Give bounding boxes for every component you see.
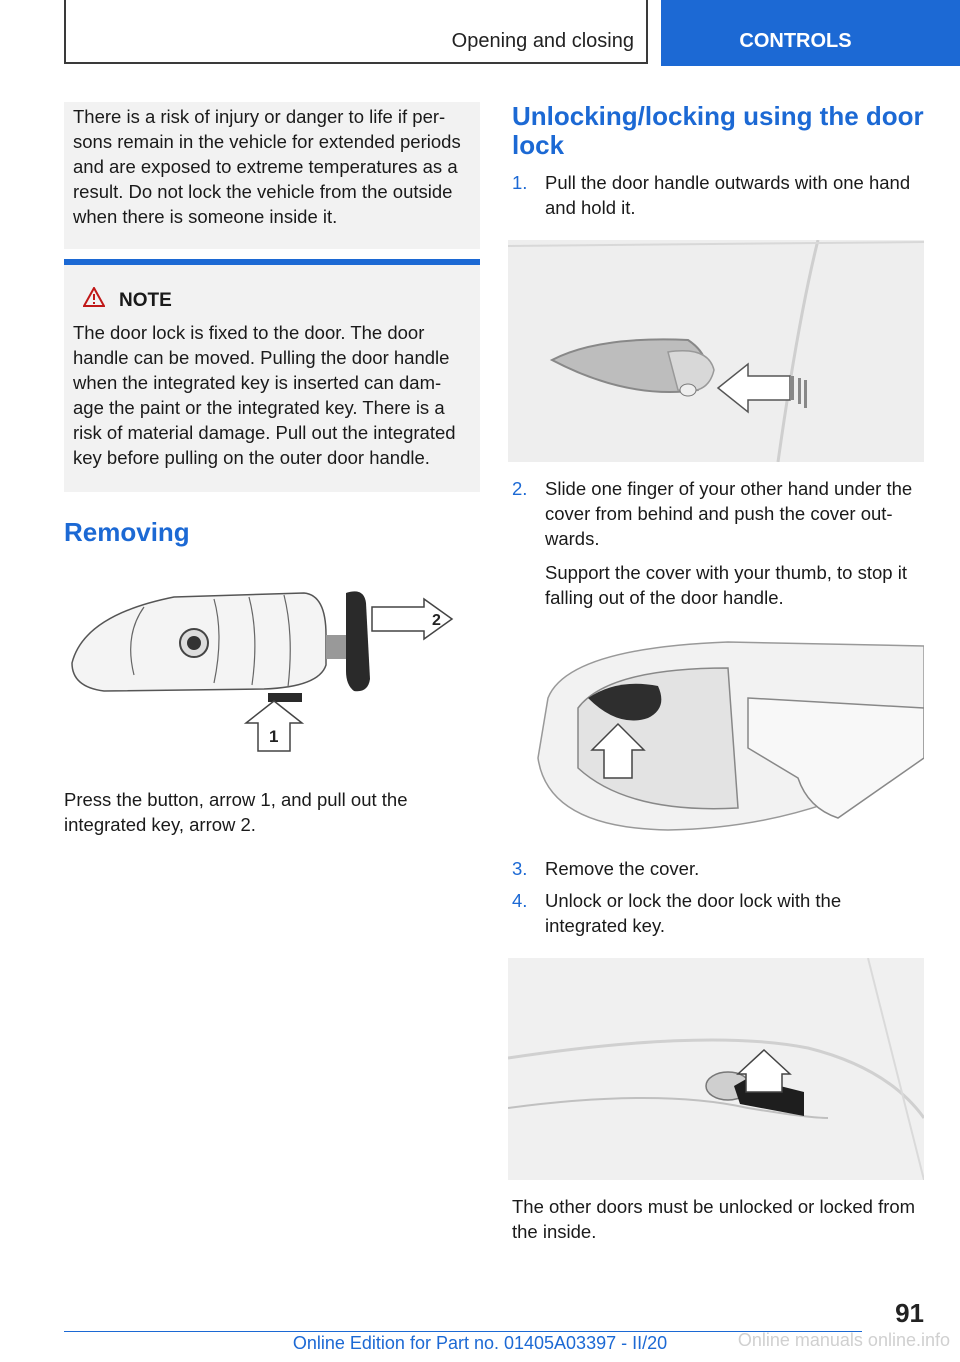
step-number: 4.: [512, 890, 528, 911]
list-item: [508, 856, 924, 881]
warning-box: [64, 102, 480, 249]
list-item: [508, 476, 924, 551]
warning-triangle-icon: [83, 287, 105, 314]
arrow-2-label: 2: [432, 612, 441, 629]
list-item: [508, 888, 924, 938]
cover-removal-illustration: [508, 638, 924, 832]
watermark: Online manuals online.info: [737, 1330, 950, 1350]
step-text: Remove the cover.: [545, 858, 700, 879]
step-number: 1.: [512, 172, 528, 193]
step-number: 2.: [512, 478, 528, 499]
closing-text: The other doors must be unlocked or locked from the inside.: [512, 1196, 916, 1242]
edition-footer: Online Edition for Part no. 01405A03397 - II/20: [292, 1333, 668, 1353]
arrow-1-label: 1: [269, 727, 279, 746]
step-text: Support the cover with your thumb, to stop it falling out of the door handle.: [545, 562, 907, 608]
steps-part2: [508, 476, 924, 610]
removing-heading: Removing: [64, 517, 190, 547]
chapter-tab[interactable]: [661, 0, 960, 66]
list-item: [508, 560, 924, 610]
key-removal-illustration: [64, 575, 480, 765]
key-in-lock-illustration: [508, 958, 924, 1180]
step-text: Pull the door handle outwards with one hand and hold it.: [545, 172, 911, 218]
left-column: [64, 102, 480, 837]
step-number: 3.: [512, 858, 528, 879]
page-number: 91: [895, 1298, 924, 1328]
step-text: Slide one finger of your other hand under the cover from behind and push the cover out-wards.: [545, 478, 913, 549]
note-text: The door lock is fixed to the door. The door handle can be moved. Pulling the door handle when the integrated key is inserted can dam-age the paint or the integrated key. There is a risk of material damage. Pull out the integrated key before pulling on the outer door handle.: [73, 322, 456, 468]
note-label: NOTE: [119, 290, 172, 311]
steps-part1: [508, 170, 924, 220]
unlock-heading: Unlocking/locking using the door lock: [512, 101, 924, 160]
chapter-tab-label: CONTROLS: [739, 29, 852, 52]
steps-part3: [508, 856, 924, 938]
right-column: [508, 102, 924, 1244]
door-handle-illustration: [508, 240, 924, 462]
warning-text: There is a risk of injury or danger to life if per-sons remain in the vehicle for extended periods and are exposed to extreme temperatures as a result. Do not lock the vehicle from the outside when there is someone inside it.: [73, 106, 461, 227]
removing-text: Press the button, arrow 1, and pull out the integrated key, arrow 2.: [64, 789, 408, 835]
step-number: [508, 560, 545, 610]
step-text: Unlock or lock the door lock with the integrated key.: [545, 890, 842, 936]
list-item: [508, 170, 924, 220]
section-title: Opening and closing: [451, 30, 634, 52]
note-header: [83, 287, 471, 314]
note-box: [64, 259, 480, 492]
